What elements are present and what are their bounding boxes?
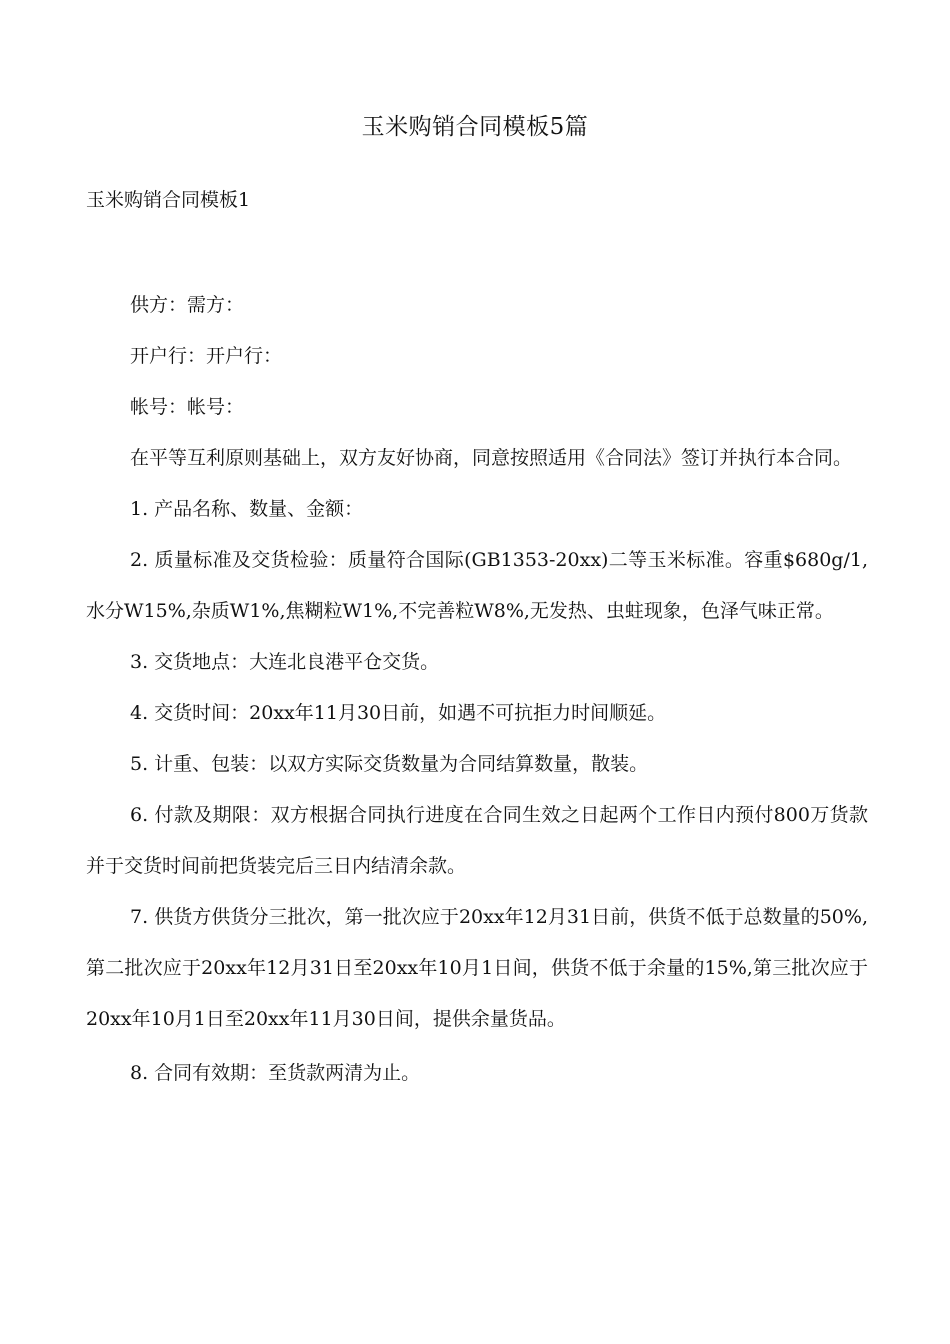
clause-8: 8. 合同有效期：至货款两清为止。 (130, 1062, 421, 1084)
paragraph-preamble: 在平等互利原则基础上，双方友好协商，同意按照适用《合同法》签订并执行本合同。 (130, 447, 853, 469)
section-title: 玉米购销合同模板1 (86, 189, 251, 211)
clause-2: 2. 质量标准及交货检验：质量符合国际(GB1353-20xx)二等玉米标准。容重$680g/1,水分W15%,杂质W1%,焦糊粒W1%,不完善粒W8%,无发热、虫蛀现象，色泽气味正常。 (86, 549, 868, 622)
clause-7: 7. 供货方供货分三批次，第一批次应于20xx年12月31日前，供货不低于总数量的50%,第二批次应于20xx年12月31日至20xx年10月1日间，供货不低于余量的15%,第三批次应于20xx年10月1日至20xx年11月30日间，提供余量货品。 (86, 906, 868, 1030)
clause-6: 6. 付款及期限：双方根据合同执行进度在合同生效之日起两个工作日内预付800万货款并于交货时间前把货装完后三日内结清余款。 (86, 804, 868, 877)
clause-3: 3. 交货地点：大连北良港平仓交货。 (130, 651, 440, 673)
clause-1: 1. 产品名称、数量、金额： (130, 498, 364, 520)
paragraph-parties: 供方：需方： (130, 294, 245, 316)
clause-4: 4. 交货时间：20xx年11月30日前，如遇不可抗拒力时间顺延。 (130, 702, 667, 724)
document-title: 玉米购销合同模板5篇 (361, 114, 589, 140)
paragraph-account: 帐号：帐号： (130, 396, 245, 418)
clause-5: 5. 计重、包装：以双方实际交货数量为合同结算数量，散装。 (130, 753, 649, 775)
paragraph-bank: 开户行：开户行： (130, 345, 283, 367)
document-body (86, 280, 868, 1099)
